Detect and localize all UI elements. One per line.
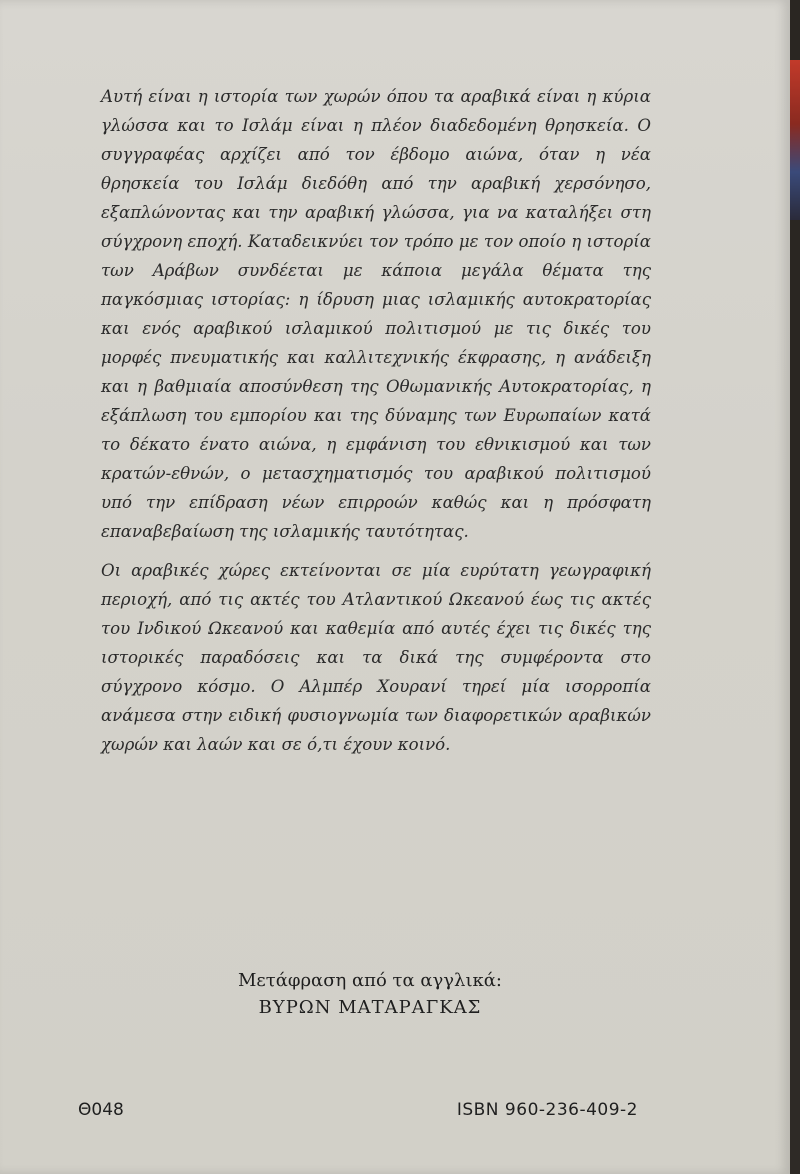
blurb-text: [101, 82, 651, 759]
blurb-paragraph-1: Αυτή είναι η ιστορία των χωρών όπου τα αραβικά είναι η κύρια γλώσσα και το Ισλάμ είναι η πλέον διαδεδομένη θρησκεία. Ο συγγραφέας αρχίζει από τον έβδομο αιώνα, όταν η νέα θρησκεία του Ισλάμ διεδόθη από την αραβική χερσόνησο, εξαπλώνοντας και την αραβική γλώσσα, για να καταλήξει στη σύγχρονη εποχή. Καταδεικνύει τον τρόπο με τον οποίο η ιστορία των Αράβων συνδέεται με κάποια μεγάλα θέματα της παγκόσμιας ιστορίας: η ίδρυση μιας ισλαμικής αυτοκρατορίας και ενός αραβικού ισλαμικού πολιτισμού με τις δικές του μορφές πνευματικής και καλλιτεχνικής έκφρασης, η ανάδειξη και η βαθμιαία αποσύνθεση της Οθωμανικής Αυτοκρατορίας, η εξάπλωση του εμπορίου και της δύναμης των Ευρωπαίων κατά το δέκατο ένατο αιώνα, η εμφάνιση του εθνικισμού και των κρατών-εθνών, ο μετασχηματισμός του αραβικού πολιτισμού υπό την επίδραση νέων επιρροών καθώς και η πρόσφατη επαναβεβαίωση της ισλαμικής ταυτότητας.: [101, 87, 651, 541]
translator-name: ΒΥΡΩΝ ΜΑΤΑΡΑΓΚΑΣ: [258, 997, 482, 1018]
blurb-paragraph-2: Οι αραβικές χώρες εκτείνονται σε μία ευρύτατη γεωγραφική περιοχή, από τις ακτές του Ατλαντικού Ωκεανού έως τις ακτές του Ινδικού Ωκεανού και καθεμία από αυτές έχει τις δικές της ιστορικές παραδόσεις και τα δικά της συμφέροντα στο σύγχρονο κόσμο. Ο Αλμπέρ Χουρανί τηρεί μία ισορροπία ανάμεσα στην ειδική φυσιογνωμία των διαφορετικών αραβικών χωρών και λαών και σε ό,τι έχουν κοινό.: [101, 561, 651, 754]
isbn-number: ISBN 960-236-409-2: [456, 1100, 638, 1120]
cover-edge-strip: [790, 60, 800, 220]
catalog-code: Θ048: [78, 1100, 124, 1120]
background-edge: [790, 1010, 800, 1174]
translation-label: Μετάφραση από τα αγγλικά:: [238, 970, 502, 991]
